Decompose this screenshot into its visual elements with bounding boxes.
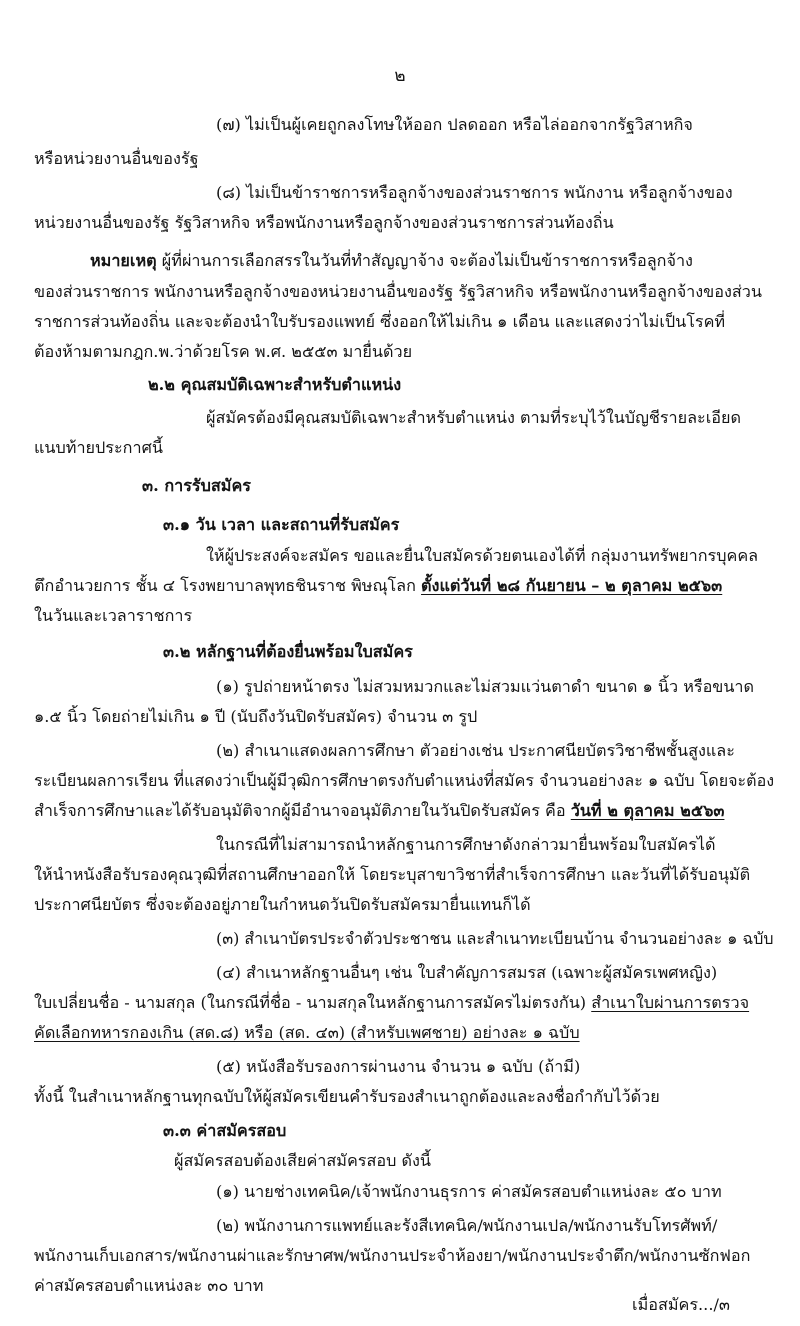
text-run: ให้นำหนังสือรับรองคุณวุฒิที่สถานศึกษาออกให้ โดยระบุสาขาวิชาที่สำเร็จการศึกษา และวันที่ได้รับอนุมัติ (34, 865, 751, 884)
text-run: (๘) ไม่เป็นข้าราชการหรือลูกจ้างของส่วนราชการ พนักงาน หรือลูกจ้างของ (216, 183, 733, 202)
text-run: ผู้สมัครสอบต้องเสียค่าสมัครสอบ ดังนี้ (174, 1151, 431, 1170)
text-line (34, 706, 477, 728)
text-line (216, 1215, 717, 1237)
text-run: (๑) รูปถ่ายหน้าตรง ไม่สวมหมวกและไม่สวมแว่นตาดำ ขนาด ๑ นิ้ว หรือขนาด (216, 677, 755, 696)
text-line (34, 212, 614, 234)
text-line (34, 800, 724, 822)
text-run: ใบเปลี่ยนชื่อ - นามสกุล (ในกรณีที่ชื่อ - นามสกุลในหลักฐานการสมัครไม่ตรงกัน) (34, 993, 592, 1012)
text-line (34, 992, 749, 1014)
text-line (216, 1181, 722, 1203)
text-line (216, 928, 774, 950)
text-line (34, 148, 199, 170)
text-line (34, 1275, 263, 1297)
text-line (216, 740, 735, 762)
text-line (34, 1086, 660, 1108)
text-line (216, 1056, 580, 1078)
text-run: ในกรณีที่ไม่สามารถนำหลักฐานการศึกษาดังกล่าวมายื่นพร้อมใบสมัครได้ (216, 835, 716, 854)
text-run: สำเนาใบผ่านการตรวจ (591, 993, 750, 1012)
text-run: พนักงานเก็บเอกสาร/พนักงานผ่าและรักษาศพ/พนักงานประจำห้องยา/พนักงานประจำตึก/พนักงานซักฟอก (34, 1246, 751, 1265)
text-run: ทั้งนี้ ในสำเนาหลักฐานทุกฉบับให้ผู้สมัครเขียนคำรับรองสำเนาถูกต้องและลงชื่อกำกับไว้ด้วย (34, 1087, 660, 1106)
text-run: ตั้งแต่วันที่ ๒๘ กันยายน – ๒ ตุลาคม ๒๕๖๓ (421, 576, 723, 595)
text-run: ของส่วนราชการ พนักงานหรือลูกจ้างของหน่วยงานอื่นของรัฐ รัฐวิสาหกิจ หรือพนักงานหรือลูกจ้างของส่วน (34, 282, 762, 301)
text-run: ราชการส่วนท้องถิ่น และจะต้องนำใบรับรองแพทย์ ซึ่งออกให้ไม่เกิน ๑ เดือน และแสดงว่าไม่เป็นโรคที่ (34, 312, 726, 331)
text-line (216, 114, 693, 136)
text-run: หมายเหตุ (90, 251, 157, 270)
text-line (216, 182, 733, 204)
text-run: (๔) สำเนาหลักฐานอื่นๆ เช่น ใบสำคัญการสมรส (เฉพาะผู้สมัครเพศหญิง) (216, 963, 718, 982)
text-line (163, 1120, 286, 1142)
text-run: ระเบียนผลการเรียน ที่แสดงว่าเป็นผู้มีวุฒิการศึกษาตรงกับตำแหน่งที่สมัคร จำนวนอย่างละ ๑ ฉบับ โดยจะต้อง (34, 771, 775, 790)
text-line (34, 341, 412, 363)
text-run: ในวันและเวลาราชการ (34, 606, 193, 625)
text-line (148, 374, 401, 396)
text-run: ให้ผู้ประสงค์จะสมัคร ขอและยื่นใบสมัครด้วยตนเองได้ที่ กลุ่มงานทรัพยากรบุคคล (206, 546, 759, 565)
text-line (163, 514, 399, 536)
text-run: คัดเลือกทหารกองเกิน (สด.๘) หรือ (สด. ๔๓) (สำหรับเพศชาย) อย่างละ ๑ ฉบับ (34, 1023, 580, 1042)
text-line (216, 962, 717, 984)
text-line (34, 605, 192, 627)
text-run: ผู้ที่ผ่านการเลือกสรรในวันที่ทำสัญญาจ้าง จะต้องไม่เป็นข้าราชการหรือลูกจ้าง (156, 251, 693, 270)
text-run: ๓.๓ ค่าสมัครสอบ (163, 1121, 287, 1140)
text-run: ๓.๒ หลักฐานที่ต้องยื่นพร้อมใบสมัคร (163, 642, 413, 661)
text-run: ๑.๕ นิ้ว โดยถ่ายไม่เกิน ๑ ปี (นับถึงวันปิดรับสมัคร) จำนวน ๓ รูป (34, 707, 478, 726)
text-run: ๒.๒ คุณสมบัติเฉพาะสำหรับตำแหน่ง (148, 375, 402, 394)
text-run: หรือหน่วยงานอื่นของรัฐ (34, 149, 199, 168)
text-line (216, 676, 754, 698)
text-run: ๓.๑ วัน เวลา และสถานที่รับสมัคร (163, 515, 400, 534)
text-line (206, 407, 741, 429)
text-run: วันที่ ๒ ตุลาคม ๒๕๖๓ (570, 801, 725, 820)
text-run: สำเร็จการศึกษาและได้รับอนุมัติจากผู้มีอำนาจอนุมัติภายในวันปิดรับสมัคร คือ (34, 801, 571, 820)
continuation-footer: เมื่อสมัคร.../๓ (632, 1295, 730, 1314)
text-run: (๕) หนังสือรับรองการผ่านงาน จำนวน ๑ ฉบับ (ถ้ามี) (216, 1057, 581, 1076)
text-line (34, 894, 531, 916)
text-run: ประกาศนียบัตร ซึ่งจะต้องอยู่ภายในกำหนดวันปิดรับสมัครมายื่นแทนก็ได้ (34, 895, 531, 914)
text-run: แนบท้ายประกาศนี้ (34, 438, 163, 457)
text-run: ๓. การรับสมัคร (142, 476, 251, 495)
text-run: (๗) ไม่เป็นผู้เคยถูกลงโทษให้ออก ปลดออก หรือไล่ออกจากรัฐวิสาหกิจ (216, 115, 693, 134)
text-line (34, 575, 722, 597)
text-run: ตึกอำนวยการ ชั้น ๔ โรงพยาบาลพุทธชินราช พิษณุโลก (34, 576, 422, 595)
text-line (34, 437, 163, 459)
text-line (163, 641, 413, 663)
text-run: ค่าสมัครสอบตำแหน่งละ ๓๐ บาท (34, 1276, 264, 1295)
text-line (142, 475, 251, 497)
text-run: (๓) สำเนาบัตรประจำตัวประชาชน และสำเนาทะเบียนบ้าน จำนวนอย่างละ ๑ ฉบับ (216, 929, 774, 948)
text-run: (๒) พนักงานการแพทย์และรังสีเทคนิค/พนักงานเปล/พนักงานรับโทรศัพท์/ (216, 1216, 718, 1235)
text-line (90, 250, 693, 272)
text-line (174, 1150, 431, 1172)
text-run: (๑) นายช่างเทคนิค/เจ้าพนักงานธุรการ ค่าสมัครสอบตำแหน่งละ ๕๐ บาท (216, 1182, 722, 1201)
text-run: ต้องห้ามตามกฎก.พ.ว่าด้วยโรค พ.ศ. ๒๕๕๓ มายื่นด้วย (34, 342, 413, 361)
text-run: หน่วยงานอื่นของรัฐ รัฐวิสาหกิจ หรือพนักงานหรือลูกจ้างของส่วนราชการส่วนท้องถิ่น (34, 213, 614, 232)
text-line (216, 834, 716, 856)
text-line (34, 1022, 580, 1044)
text-line (34, 311, 725, 333)
text-line (34, 770, 774, 792)
text-run: (๒) สำเนาแสดงผลการศึกษา ตัวอย่างเช่น ประกาศนียบัตรวิชาชีพชั้นสูงและ (216, 741, 735, 760)
text-line (34, 864, 750, 886)
text-line (206, 545, 758, 567)
page-number: ๒ (394, 66, 406, 86)
text-line (34, 281, 762, 303)
text-line (34, 1245, 750, 1267)
text-run: ผู้สมัครต้องมีคุณสมบัติเฉพาะสำหรับตำแหน่ง ตามที่ระบุไว้ในบัญชีรายละเอียด (206, 408, 741, 427)
